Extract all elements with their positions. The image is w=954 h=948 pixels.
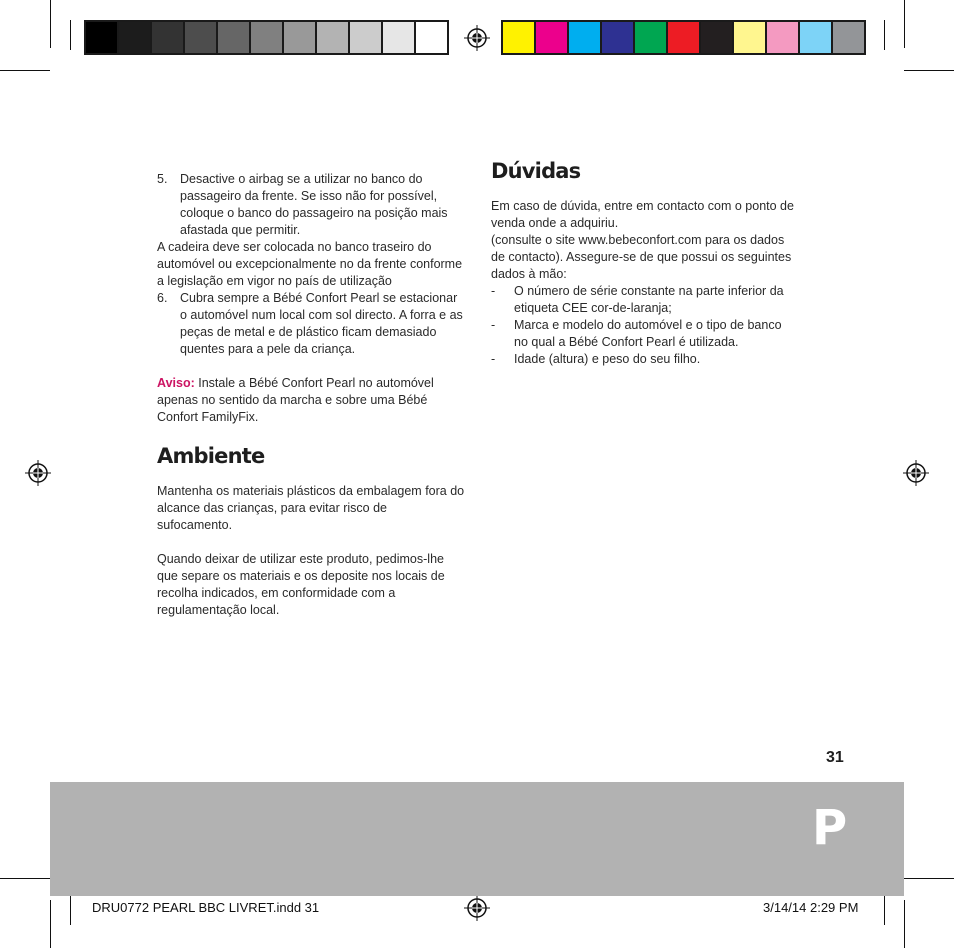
section-heading-ambiente: Ambiente: [157, 444, 265, 468]
gray-swatch: [185, 22, 216, 53]
registration-mark-icon: [464, 895, 490, 921]
color-swatch: [536, 22, 567, 53]
paragraph: (consulte o site www.bebeconfort.com para os dados de contacto). Assegure-se de que possui os seguintes dados à mão:: [491, 233, 792, 281]
crop-mark: [0, 70, 50, 71]
color-swatch: [503, 22, 534, 53]
gray-swatch: [416, 22, 447, 53]
list-dash: -: [491, 284, 496, 298]
crop-mark: [0, 878, 50, 879]
list-number: 6.: [157, 291, 168, 305]
language-band: [50, 782, 904, 896]
crop-mark: [884, 895, 885, 925]
paragraph: A cadeira deve ser colocada no banco traseiro do automóvel ou excepcionalmente no da frente conforme a legislação em vigor no país de utilização: [157, 240, 463, 288]
warning-text: Instale a Bébé Confort Pearl no automóvel apenas no sentido da marcha e sobre uma Bébé Confort FamilyFix.: [157, 376, 434, 424]
slug-file-info: DRU0772 PEARL BBC LIVRET.indd 31: [92, 900, 320, 915]
list-item: [491, 351, 797, 368]
warning-paragraph: [157, 375, 465, 426]
warning-label: Aviso:: [157, 376, 195, 390]
right-column: [491, 159, 797, 368]
color-swatch: [569, 22, 600, 53]
gray-swatch: [119, 22, 150, 53]
gray-swatch: [383, 22, 414, 53]
paragraph: Em caso de dúvida, entre em contacto com o ponto de venda onde a adquiriu.: [491, 199, 794, 230]
color-swatch: [767, 22, 798, 53]
left-column: [157, 171, 465, 619]
color-swatch: [833, 22, 864, 53]
list-item-text: Marca e modelo do automóvel e o tipo de banco no qual a Bébé Confort Pearl é utilizada.: [514, 318, 782, 349]
slug-date-info: 3/14/14 2:29 PM: [763, 900, 859, 915]
grayscale-color-bar: [84, 20, 449, 55]
paragraph: Quando deixar de utilizar este produto, pedimos-lhe que separe os materiais e os deposite nos locais de recolha indicados, em conformidade com a regulamentação local.: [157, 552, 445, 617]
list-item: [157, 171, 465, 239]
language-letter: P: [812, 800, 848, 856]
process-color-bar: [501, 20, 866, 55]
color-swatch: [734, 22, 765, 53]
crop-mark: [884, 20, 885, 50]
registration-mark-icon: [903, 460, 929, 486]
list-item: [157, 290, 465, 358]
gray-swatch: [86, 22, 117, 53]
gray-swatch: [251, 22, 282, 53]
crop-mark: [70, 20, 71, 50]
section-heading-duvidas: Dúvidas: [491, 159, 581, 183]
color-swatch: [800, 22, 831, 53]
crop-mark: [50, 0, 51, 48]
crop-mark: [904, 0, 905, 48]
crop-mark: [904, 878, 954, 879]
gray-swatch: [218, 22, 249, 53]
crop-mark: [904, 70, 954, 71]
list-dash: -: [491, 318, 496, 332]
crop-mark: [70, 895, 71, 925]
gray-swatch: [152, 22, 183, 53]
color-swatch: [701, 22, 732, 53]
list-item-text: O número de série constante na parte inferior da etiqueta CEE cor-de-laranja;: [514, 284, 784, 315]
page-number: 31: [826, 749, 844, 766]
crop-mark: [904, 900, 905, 948]
color-swatch: [635, 22, 666, 53]
list-number: 5.: [157, 172, 168, 186]
list-item: [491, 283, 797, 317]
list-dash: -: [491, 352, 496, 366]
list-item: [491, 317, 797, 351]
list-item-text: Idade (altura) e peso do seu filho.: [514, 352, 701, 366]
gray-swatch: [317, 22, 348, 53]
color-swatch: [668, 22, 699, 53]
registration-mark-icon: [464, 25, 490, 51]
color-swatch: [602, 22, 633, 53]
list-item-text: Desactive o airbag se a utilizar no banco do passageiro da frente. Se isso não for possível, coloque o banco do passageiro na posição mais afastada que permitir.: [180, 172, 448, 237]
paragraph: Mantenha os materiais plásticos da embalagem fora do alcance das crianças, para evitar risco de sufocamento.: [157, 484, 465, 532]
crop-mark: [50, 900, 51, 948]
gray-swatch: [284, 22, 315, 53]
list-item-text: Cubra sempre a Bébé Confort Pearl se estacionar o automóvel num local com sol directo. A forra e as peças de metal e de plástico ficam demasiado quentes para a pele da criança.: [180, 291, 463, 356]
registration-mark-icon: [25, 460, 51, 486]
gray-swatch: [350, 22, 381, 53]
